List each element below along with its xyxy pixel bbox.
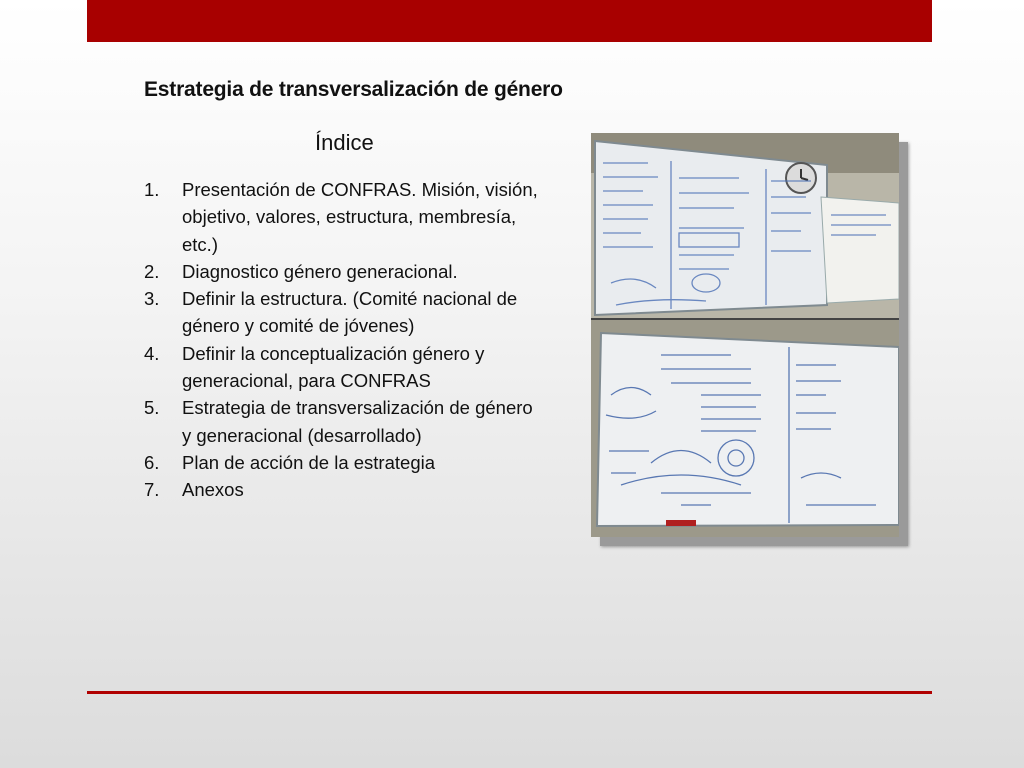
agenda-item (144, 258, 544, 285)
agenda-item-text: Definir la conceptualización género y generacional, para CONFRAS (182, 342, 485, 392)
agenda-item-text: Estrategia de transversalización de género y generacional (desarrollado) (182, 397, 533, 446)
agenda-item (144, 340, 544, 395)
top-accent-bar (87, 0, 932, 42)
agenda-item-text: Definir la estructura. (Comité nacional de género y comité de jóvenes) (182, 288, 518, 337)
slide-title: Estrategia de transversalización de género (144, 78, 563, 101)
agenda-item-text: Anexos (182, 479, 244, 501)
whiteboard-photo-illustration (591, 133, 899, 537)
agenda-item (144, 176, 544, 258)
agenda-item (144, 449, 544, 476)
agenda-item-number: 7. (144, 479, 160, 501)
index-heading: Índice (315, 130, 374, 155)
lower-whiteboard-photo (591, 320, 899, 537)
agenda-list (144, 176, 544, 504)
agenda-item-number: 4. (144, 342, 160, 364)
bottom-accent-rule (87, 691, 932, 694)
agenda-item (144, 394, 544, 449)
agenda-item-number: 3. (144, 288, 160, 310)
agenda-item-text: Presentación de CONFRAS. Misión, visión, objetivo, valores, estructura, membresía, etc.) (182, 179, 538, 255)
upper-whiteboard-photo (591, 133, 899, 318)
agenda-item-text: Diagnostico género generacional. (182, 260, 458, 282)
agenda-item-number: 1. (144, 179, 160, 200)
agenda-item-number: 5. (144, 397, 160, 419)
agenda-item-text: Plan de acción de la estrategia (182, 451, 436, 473)
agenda-item-number: 2. (144, 260, 160, 282)
agenda-item-number: 6. (144, 451, 160, 473)
agenda-item (144, 476, 544, 503)
whiteboard-photo (591, 133, 899, 537)
agenda-item (144, 285, 544, 340)
